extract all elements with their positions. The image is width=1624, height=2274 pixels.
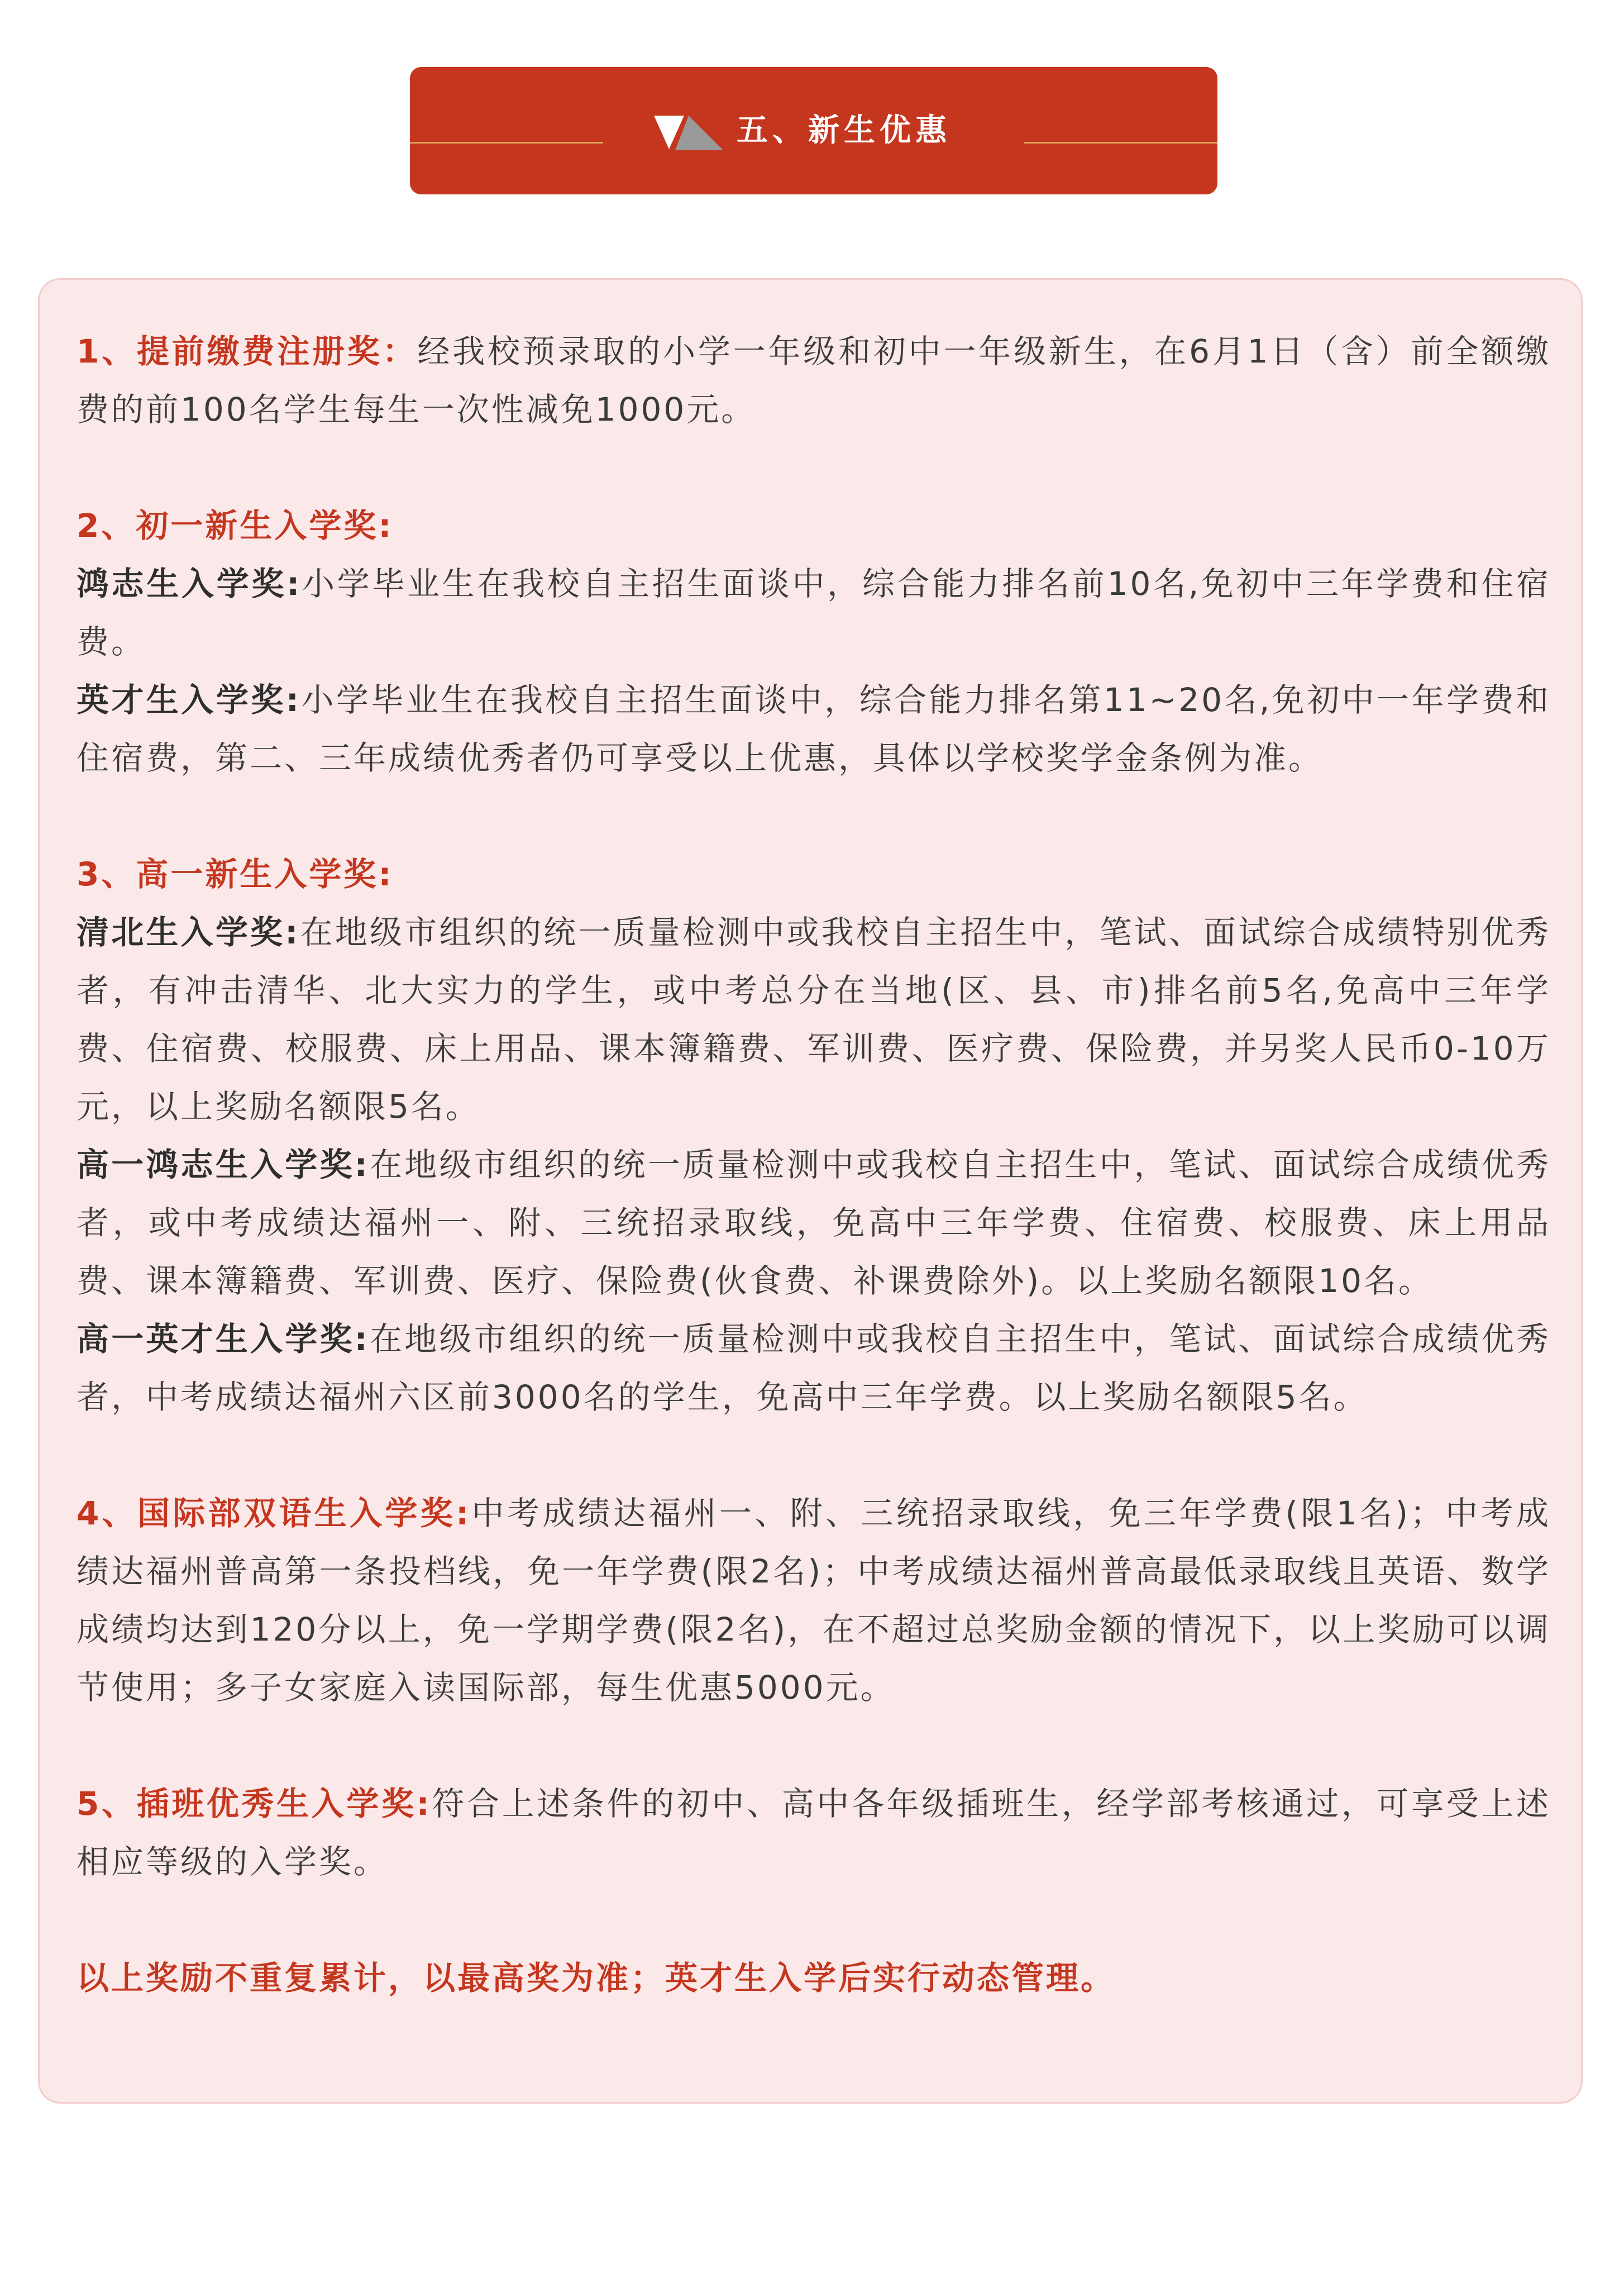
triangle-emblem-icon — [654, 116, 723, 150]
offer-text: 小学毕业生在我校自主招生面谈中，综合能力排名前10名,免初中三年学费和住宿费。 — [77, 565, 1551, 661]
offer-early-payment — [77, 322, 1551, 438]
offer-text: 在地级市组织的统一质量检测中或我校自主招生中，笔试、面试综合成绩优秀者，中考成绩达福州六区前3000名的学生，免高中三年学费。以上奖励名额限5名。 — [77, 1320, 1551, 1416]
offer-label: 高一英才生入学奖: — [77, 1320, 370, 1358]
offer-label: 清北生入学奖: — [77, 913, 300, 951]
offer-qingbei — [77, 903, 1551, 1136]
offer-label: 鸿志生入学奖: — [77, 565, 302, 603]
spacer — [77, 1891, 1551, 1949]
offer-heading: 4、国际部双语生入学奖: — [77, 1494, 471, 1532]
offer-text: 小学毕业生在我校自主招生面谈中，综合能力排名第11~20名,免初中一年学费和住宿费，第二、三年成绩优秀者仍可享受以上优惠，具体以学校奖学金条例为准。 — [77, 681, 1551, 777]
offer-yingcai-senior — [77, 1310, 1551, 1426]
offer-transfer — [77, 1775, 1551, 1891]
content-panel — [38, 278, 1583, 2104]
offer-heading: 5、插班优秀生入学奖: — [77, 1785, 432, 1823]
spacer — [77, 438, 1551, 497]
offer-heading: 1、提前缴费注册奖： — [77, 332, 418, 370]
offer-yingcai-junior — [77, 671, 1551, 787]
title-left-rule — [410, 142, 603, 144]
offer-label: 英才生入学奖: — [77, 681, 301, 719]
offer-text: 在地级市组织的统一质量检测中或我校自主招生中，笔试、面试综合成绩优秀者，或中考成绩达福州一、附、三统招录取线，免高中三年学费、住宿费、校服费、床上用品费、课本簿籍费、军训费、医疗、保险费(伙食费、补课费除外)。以上奖励名额限10名。 — [77, 1146, 1551, 1300]
offer-heading: 3、高一新生入学奖: — [77, 855, 394, 893]
offer-hongzhi-senior — [77, 1136, 1551, 1310]
spacer — [77, 1717, 1551, 1775]
offer-label: 高一鸿志生入学奖: — [77, 1146, 370, 1184]
offer-international — [77, 1484, 1551, 1717]
offer-heading-senior — [77, 845, 1551, 903]
offer-text: 经我校预录取的小学一年级和初中一年级新生，在6月1日（含）前全额缴费的前100名学生每生一次性减免1000元。 — [77, 332, 1551, 428]
offer-list — [77, 322, 1551, 2007]
offer-heading-junior — [77, 497, 1551, 555]
section-title: 五、新生优惠 — [737, 112, 951, 149]
title-right-rule — [1024, 142, 1217, 144]
offer-note: 以上奖励不重复累计，以最高奖为准；英才生入学后实行动态管理。 — [77, 1959, 1116, 1997]
spacer — [77, 787, 1551, 845]
section-title-banner — [410, 67, 1217, 194]
offer-text: 在地级市组织的统一质量检测中或我校自主招生中，笔试、面试综合成绩特别优秀者，有冲击清华、北大实力的学生，或中考总分在当地(区、县、市)排名前5名,免高中三年学费、住宿费、校服费、床上用品、课本簿籍费、军训费、医疗费、保险费，并另奖人民币0-10万元，以上奖励名额限5名。 — [77, 913, 1551, 1126]
offer-hongzhi-junior — [77, 555, 1551, 671]
offer-text: 符合上述条件的初中、高中各年级插班生，经学部考核通过，可享受上述相应等级的入学奖。 — [77, 1785, 1551, 1881]
offer-text: 中考成绩达福州一、附、三统招录取线，免三年学费(限1名)；中考成绩达福州普高第一条投档线，免一年学费(限2名)；中考成绩达福州普高最低录取线且英语、数学成绩均达到120分以上，免一学期学费(限2名)，在不超过总奖励金额的情况下，以上奖励可以调节使用；多子女家庭入读国际部，每生优惠5000元。 — [77, 1494, 1551, 1706]
spacer — [77, 1426, 1551, 1484]
offer-heading: 2、初一新生入学奖: — [77, 507, 394, 545]
